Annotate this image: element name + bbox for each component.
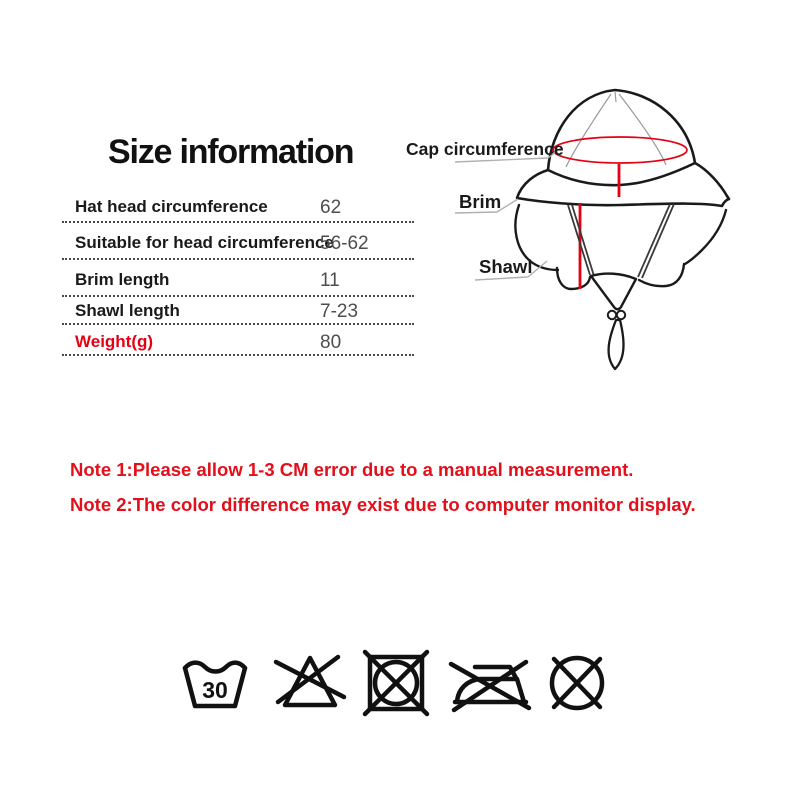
row-value: 62	[320, 197, 342, 218]
hat-diagram	[400, 58, 800, 403]
chin-straps	[568, 204, 674, 278]
table-row-weight	[62, 332, 414, 356]
do-not-iron-icon	[451, 662, 529, 710]
care-icons-row	[180, 645, 620, 725]
label-cap-circumference: Cap circumference	[406, 139, 564, 159]
row-value: 56-62	[320, 233, 369, 254]
do-not-dry-clean-icon	[552, 658, 602, 708]
row-label: Weight(g)	[75, 332, 154, 351]
cord-loop	[609, 320, 624, 369]
wash-temp-label: 30	[202, 677, 228, 703]
table-row	[62, 233, 414, 260]
hat-brim	[517, 163, 729, 206]
row-value: 11	[320, 270, 340, 291]
strap-triangle	[591, 274, 636, 310]
label-brim: Brim	[459, 191, 502, 212]
page-title: Size information	[108, 133, 354, 171]
do-not-tumble-dry-icon	[365, 652, 427, 714]
table-row	[62, 270, 414, 297]
do-not-bleach-icon	[276, 657, 344, 705]
row-value: 80	[320, 332, 342, 353]
note-2: Note 2:The color difference may exist due to computer monitor display.	[70, 494, 696, 515]
row-label: Suitable for head circumference	[75, 233, 334, 252]
row-value: 7-23	[320, 301, 359, 322]
label-shawl: Shawl	[479, 256, 533, 277]
cord-lock	[608, 311, 625, 319]
table-row	[62, 197, 414, 223]
row-label: Hat head circumference	[75, 197, 268, 216]
table-row	[62, 301, 414, 325]
note-1: Note 1:Please allow 1-3 CM error due to a manual measurement.	[70, 459, 634, 480]
row-label: Brim length	[75, 270, 170, 289]
row-label: Shawl length	[75, 301, 180, 320]
